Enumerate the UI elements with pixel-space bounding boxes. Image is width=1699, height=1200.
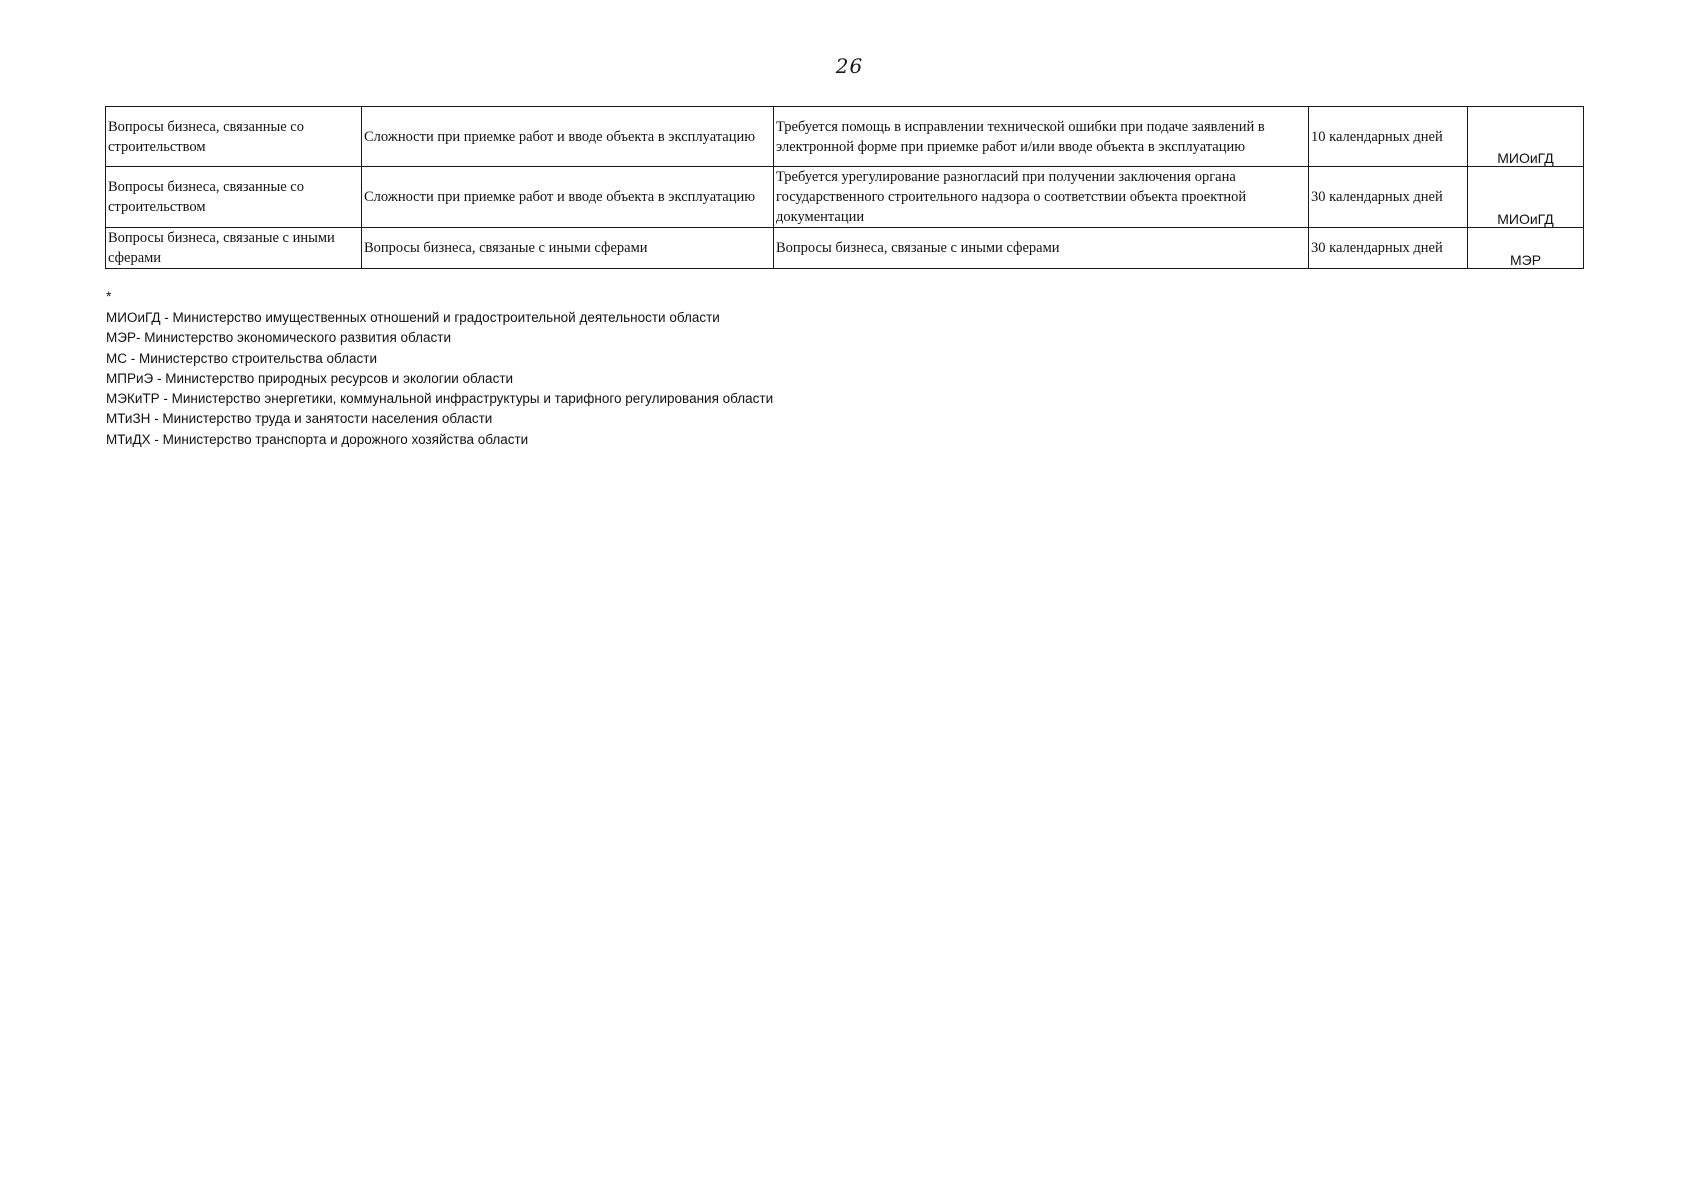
footnote-line: МЭР- Министерство экономического развития области: [106, 330, 452, 346]
cell-issue: Сложности при приемке работ и вводе объекта в эксплуатацию: [362, 167, 774, 228]
footnote-line: МИОиГД - Министерство имущественных отношений и градостроительной деятельности области: [106, 310, 720, 325]
footnote-line: МТиДХ - Министерство транспорта и дорожного хозяйства области: [106, 431, 529, 447]
footnote-line: МПРиЭ - Министерство природных ресурсов и экологии области: [106, 370, 514, 386]
footnotes: [106, 286, 773, 450]
cell-description: Требуется урегулирование разногласий при получении заключения органа государственного строительного надзора о соответствии объекта проектной документации: [774, 167, 1309, 228]
table-row: [106, 107, 1584, 167]
footnote-line: МТиЗН - Министерство труда и занятости населения области: [106, 411, 493, 427]
cell-description: Вопросы бизнеса, связаные с иными сферами: [774, 228, 1309, 269]
cell-agency: МИОиГД: [1468, 167, 1584, 228]
footnote-line: МЭКиТР - Министерство энергетики, коммунальной инфраструктуры и тарифного регулирования области: [106, 391, 774, 407]
table-row: [106, 228, 1584, 269]
cell-issue: Вопросы бизнеса, связаные с иными сферами: [362, 228, 774, 269]
cell-issue: Сложности при приемке работ и вводе объекта в эксплуатацию: [362, 107, 774, 167]
footnote-line: МС - Министерство строительства области: [106, 350, 377, 366]
cell-term: 10 календарных дней: [1309, 107, 1468, 167]
cell-category: Вопросы бизнеса, связанные со строительством: [106, 107, 362, 167]
cell-term: 30 календарных дней: [1309, 228, 1468, 269]
table-row: [106, 167, 1584, 228]
cell-term: 30 календарных дней: [1309, 167, 1468, 228]
cell-category: Вопросы бизнеса, связаные с иными сферами: [106, 228, 362, 269]
cell-agency: МИОиГД: [1468, 107, 1584, 167]
cell-description: Требуется помощь в исправлении технической ошибки при подаче заявлений в электронной форме при приемке работ и/или вводе объекта в эксплуатацию: [774, 107, 1309, 167]
cell-category: Вопросы бизнеса, связанные со строительством: [106, 167, 362, 228]
requests-table: [105, 106, 1584, 269]
footnote-marker: *: [106, 288, 112, 304]
cell-agency: МЭР: [1468, 228, 1584, 269]
page-number: 26: [835, 54, 864, 78]
